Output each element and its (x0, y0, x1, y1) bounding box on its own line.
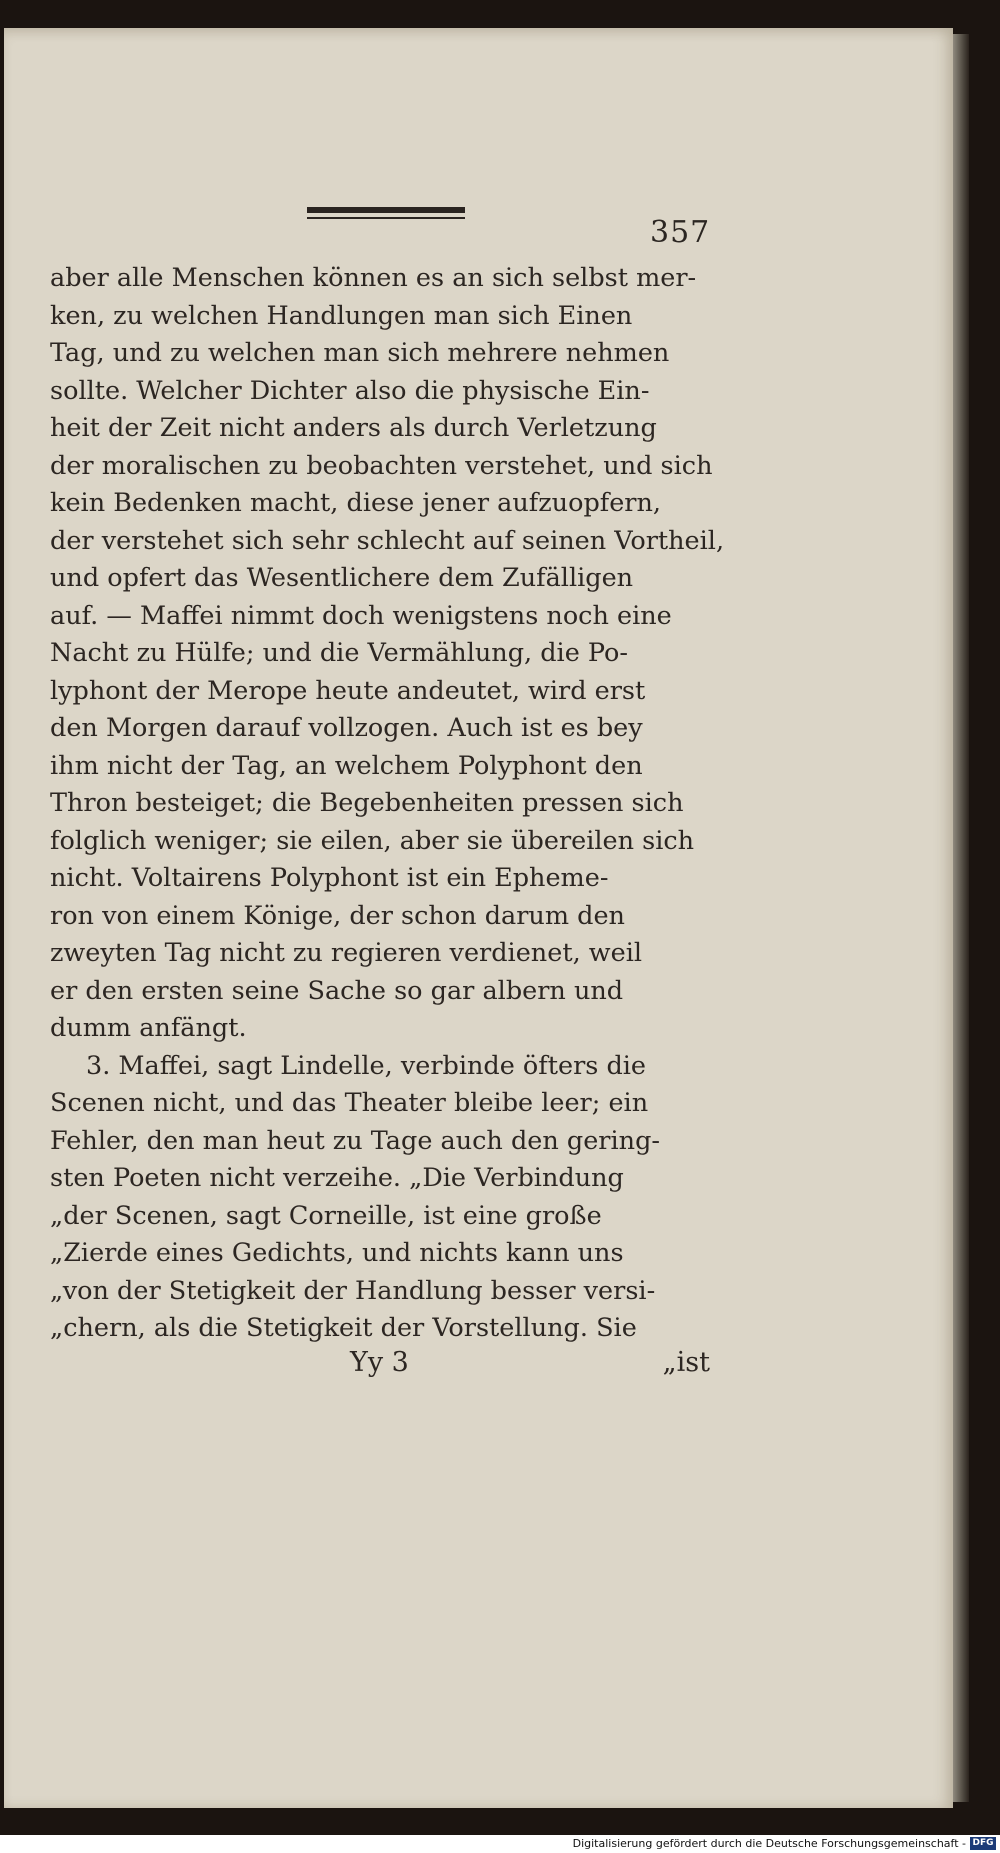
signature-mark: Yy 3 (350, 1347, 409, 1378)
text-line: ron von einem Könige, der schon darum den (50, 900, 625, 931)
text-line: dumm anfängt. (50, 1013, 247, 1043)
text-line: der verstehet sich sehr schlecht auf seinen Vortheil, (50, 525, 725, 556)
page-number: 357 (650, 215, 711, 250)
page-footer (50, 1347, 710, 1387)
text-line: ken, zu welchen Handlungen man sich Einen (50, 300, 633, 331)
text-line: kein Bedenken macht, diese jener aufzuopfern, (50, 488, 662, 518)
text-line: Fehler, den man heut zu Tage auch den gering- (50, 1125, 661, 1156)
text-line: zweyten Tag nicht zu regieren verdienet, weil (50, 938, 643, 968)
text-line: lyphont der Merope heute andeutet, wird erst (50, 675, 646, 706)
text-line: Tag, und zu welchen man sich mehrere nehmen (50, 338, 670, 368)
text-line: und opfert das Wesentlichere dem Zufälligen (50, 563, 634, 593)
text-line: Nacht zu Hülfe; und die Vermählung, die Po- (50, 638, 628, 668)
text-line: heit der Zeit nicht anders als durch Verletzung (50, 413, 657, 443)
text-line: folglich weniger; sie eilen, aber sie übereilen sich (50, 825, 695, 856)
page-edge (953, 34, 969, 1802)
text-line: er den ersten seine Sache so gar albern und (50, 975, 624, 1006)
text-line: sollte. Welcher Dichter also die physische Ein- (50, 375, 650, 406)
text-line: der moralischen zu beobachten verstehet, und sich (50, 450, 713, 481)
text-line: 3. Maffei, sagt Lindelle, verbinde öfters die (86, 1050, 647, 1081)
credit-bar (0, 1835, 1000, 1853)
text-line: Thron besteiget; die Begebenheiten pressen sich (50, 788, 684, 818)
text-block (50, 260, 725, 1348)
text-line: ihm nicht der Tag, an welchem Polyphont den (50, 750, 643, 781)
text-line: nicht. Voltairens Polyphont ist ein Epheme- (50, 863, 609, 893)
text-line: auf. — Maffei nimmt doch wenigstens noch eine (50, 600, 672, 631)
text-line: „der Scenen, sagt Corneille, ist eine große (50, 1200, 602, 1231)
text-line: „von der Stetigkeit der Handlung besser versi- (50, 1275, 656, 1306)
dfg-logo: DFG (970, 1837, 996, 1850)
text-line: Scenen nicht, und das Theater bleibe leer; ein (50, 1088, 649, 1118)
text-line: sten Poeten nicht verzeihe. „Die Verbindung (50, 1163, 624, 1193)
text-line: den Morgen darauf vollzogen. Auch ist es bey (50, 713, 643, 743)
text-line: „Zierde eines Gedichts, und nichts kann uns (50, 1238, 624, 1268)
text-line: aber alle Menschen können es an sich selbst mer- (50, 263, 697, 293)
text-line: „chern, als die Stetigkeit der Vorstellung. Sie (50, 1313, 637, 1343)
catchword: „ist (662, 1347, 710, 1378)
digitization-credit: Digitalisierung gefördert durch die Deutsche Forschungsgemeinschaft - (572, 1837, 966, 1850)
header-rule (307, 207, 465, 219)
